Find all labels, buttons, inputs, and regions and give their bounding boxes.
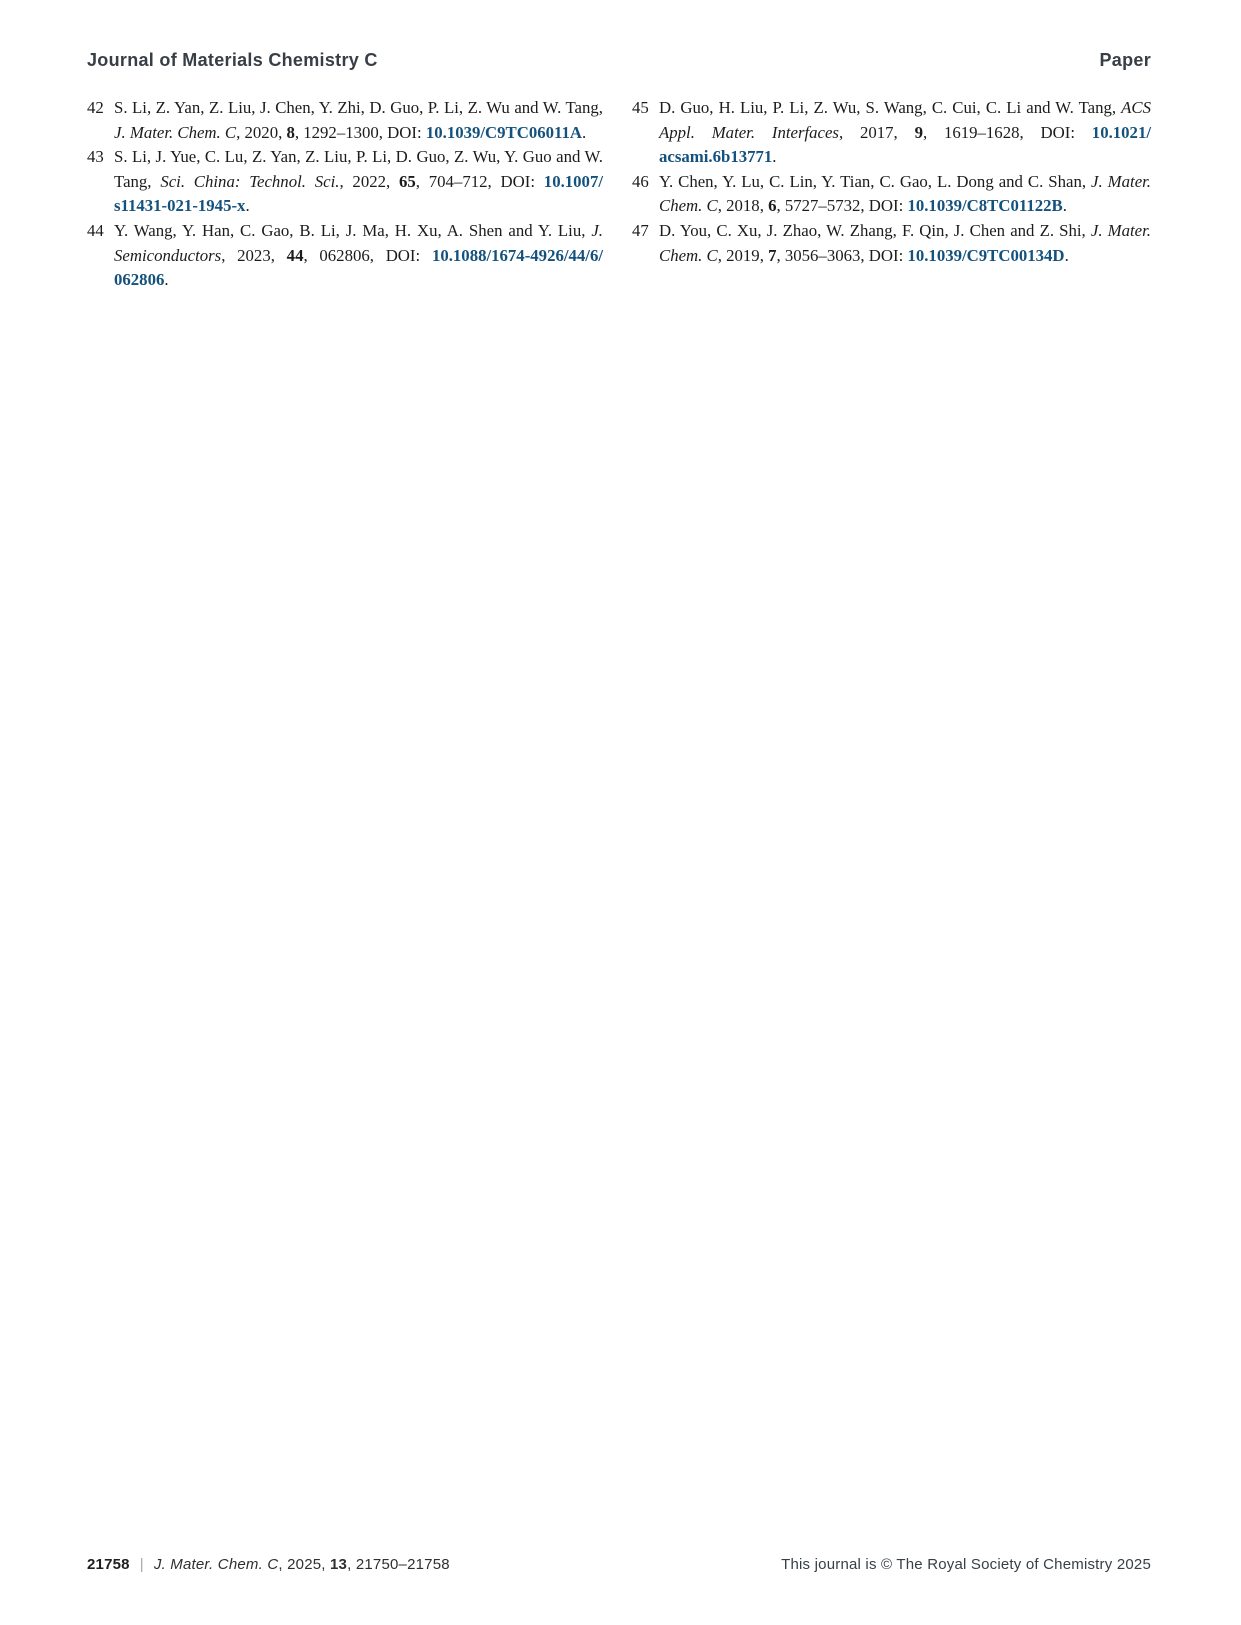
ref-column-right: [632, 96, 1151, 293]
footer-citation-year: , 2025,: [278, 1556, 331, 1573]
reference-text-segment: S. Li, Z. Yan, Z. Liu, J. Chen, Y. Zhi, D. Guo, P. Li, Z. Wu and W. Tang,: [114, 98, 603, 117]
article-type-label: Paper: [1099, 50, 1151, 70]
reference-item: [87, 96, 603, 145]
footer-journal-abbrev: J. Mater. Chem. C: [153, 1556, 279, 1573]
reference-text-segment: D. You, C. Xu, J. Zhao, W. Zhang, F. Qin, J. Chen and Z. Shi,: [659, 220, 1091, 240]
footer-page-range: , 21750–21758: [347, 1556, 450, 1573]
reference-text-segment: .: [1062, 196, 1067, 216]
reference-text-segment: , 2023,: [221, 245, 287, 265]
reference-text-segment: J. Mater. Chem. C: [114, 122, 237, 142]
doi-link[interactable]: 10.1039/​C8TC01122B: [907, 196, 1063, 216]
reference-list: [87, 96, 1151, 293]
doi-link[interactable]: 10.1039/​C9TC00134D: [907, 245, 1065, 265]
reference-text-segment: Y. Wang, Y. Han, C. Gao, B. Li, J. Ma, H. Xu, A. Shen and Y. Liu,: [114, 220, 592, 240]
doi-link[interactable]: 10.1039/​C9TC06011A: [425, 122, 583, 142]
reference-number: 43: [87, 147, 104, 167]
reference-text-segment: .: [245, 196, 250, 216]
reference-text-segment: J. Mater. Chem. C: [659, 220, 1152, 265]
journal-title: Journal of Materials Chemistry C: [87, 50, 378, 70]
footer-page-number: 21758: [87, 1556, 130, 1573]
reference-text-segment: , 1619–1628, DOI:: [922, 122, 1092, 142]
reference-text-segment: 65: [399, 171, 416, 191]
reference-text-segment: .: [164, 270, 169, 290]
reference-text-segment: , 2020,: [236, 122, 287, 142]
footer-copyright: This journal is © The Royal Society of Chemistry 2025: [781, 1556, 1151, 1573]
reference-text-segment: .: [582, 122, 587, 142]
reference-text-segment: .: [772, 147, 777, 167]
reference-item: [632, 219, 1151, 268]
reference-text-segment: 7: [768, 245, 777, 265]
reference-text-segment: 6: [768, 196, 777, 216]
reference-text-segment: , 062806, DOI:: [303, 245, 432, 265]
reference-text-segment: , 704–712, DOI:: [415, 171, 544, 191]
reference-text-segment: , 2022,: [339, 171, 399, 191]
reference-item: [632, 170, 1151, 219]
footer-separator: |: [139, 1556, 144, 1573]
page-header: [87, 50, 1151, 71]
reference-text-segment: , 5727–5732, DOI:: [776, 196, 908, 216]
reference-text-segment: 8: [286, 122, 295, 142]
reference-text-segment: , 2018,: [717, 196, 769, 216]
reference-item: [632, 96, 1151, 170]
reference-number: 42: [87, 98, 104, 117]
reference-text-segment: 44: [286, 245, 304, 265]
reference-number: 47: [632, 220, 649, 240]
doi-link[interactable]: 10.1088/​1674-4926/​44/​6/​062806: [114, 245, 604, 290]
reference-text-segment: D. Guo, H. Liu, P. Li, Z. Wu, S. Wang, C. Cui, C. Li and W. Tang,: [659, 98, 1122, 117]
reference-item: [87, 145, 603, 219]
ref-column-left: [87, 96, 603, 293]
doi-link[interactable]: 10.1021/​acsami.6b13771: [659, 122, 1151, 167]
reference-text-segment: , 1292–1300, DOI:: [294, 122, 426, 142]
reference-number: 46: [632, 171, 649, 191]
reference-text-segment: S. Li, J. Yue, C. Lu, Z. Yan, Z. Liu, P. Li, D. Guo, Z. Wu, Y. Guo and W. Tang,: [114, 147, 603, 191]
footer-volume: 13: [330, 1556, 348, 1573]
reference-text-segment: , 2019,: [717, 245, 769, 265]
reference-text-segment: Sci. China: Technol. Sci.: [160, 171, 340, 191]
reference-number: 44: [87, 220, 104, 240]
reference-text-segment: ACS Appl. Mater. Interfaces: [659, 98, 1151, 142]
page-footer: [87, 1556, 1151, 1573]
doi-link[interactable]: 10.1007/​s11431-021-1945-x: [114, 171, 603, 216]
reference-text-segment: J. Semiconductors: [114, 220, 603, 265]
reference-number: 45: [632, 98, 649, 117]
reference-text-segment: .: [1064, 245, 1069, 265]
reference-text-segment: 9: [914, 122, 923, 142]
reference-text-segment: , 3056–3063, DOI:: [776, 245, 908, 265]
footer-citation: [87, 1556, 450, 1573]
reference-item: [87, 219, 603, 293]
reference-text-segment: , 2017,: [838, 122, 915, 142]
reference-text-segment: J. Mater. Chem. C: [659, 171, 1152, 216]
reference-text-segment: Y. Chen, Y. Lu, C. Lin, Y. Tian, C. Gao, L. Dong and C. Shan,: [659, 171, 1092, 191]
